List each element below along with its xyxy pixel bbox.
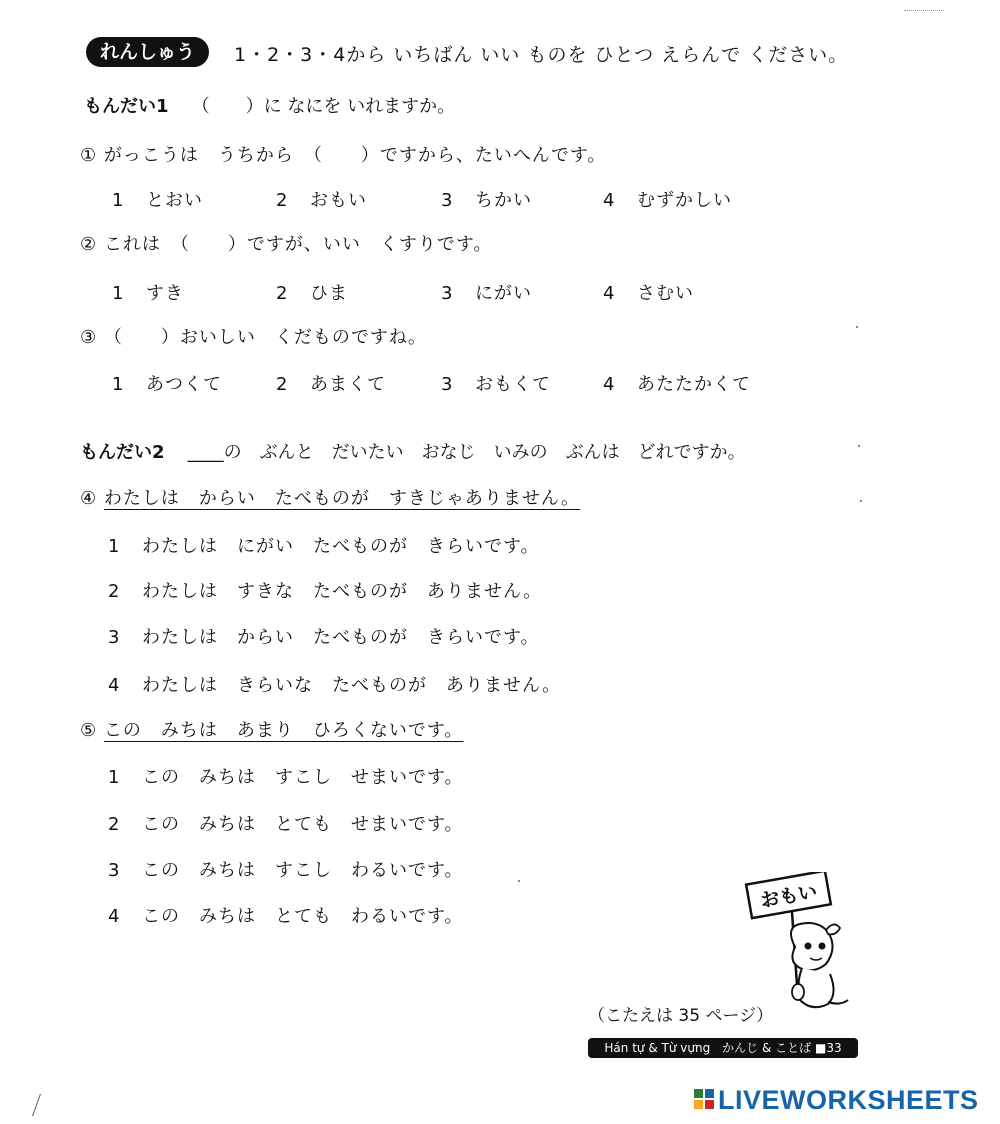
option-q1-3[interactable] bbox=[441, 186, 532, 212]
option-text: ひま bbox=[310, 283, 348, 304]
option-number: 3 bbox=[441, 374, 454, 395]
option-number: 1 bbox=[112, 190, 125, 211]
option-text: むずかしい bbox=[637, 190, 732, 211]
option-q5-1[interactable] bbox=[108, 763, 464, 789]
underlined-sentence: この みちは あまり ひろくないです。 bbox=[103, 720, 464, 741]
question-text: がっこうは うちから （ ）ですから、たいへんです。 bbox=[103, 145, 607, 166]
scan-speck bbox=[518, 880, 520, 882]
option-text: この みちは とても せまいです。 bbox=[142, 814, 464, 835]
option-q2-2[interactable] bbox=[276, 279, 348, 305]
option-text: この みちは すこし わるいです。 bbox=[142, 860, 464, 881]
liveworksheets-logo-icon bbox=[694, 1089, 714, 1109]
option-text: さむい bbox=[637, 283, 694, 304]
mondai1-prompt: （ ）に なにを いれますか。 bbox=[191, 96, 456, 117]
option-q4-4[interactable] bbox=[108, 671, 561, 697]
option-text: おもい bbox=[310, 190, 367, 211]
mondai1-heading bbox=[84, 92, 455, 118]
option-q5-4[interactable] bbox=[108, 902, 464, 928]
question-5 bbox=[80, 716, 463, 742]
mondai1-title: もんだい1 bbox=[84, 96, 169, 117]
scan-speck bbox=[860, 500, 862, 502]
option-number: 2 bbox=[276, 190, 289, 211]
option-text: あつくて bbox=[146, 374, 222, 395]
mondai2-heading bbox=[80, 438, 746, 464]
option-text: ちかい bbox=[475, 190, 532, 211]
option-q1-1[interactable] bbox=[112, 186, 203, 212]
footer-bar: Hán tự & Từ vựng かんじ & ことば ■33 bbox=[588, 1038, 858, 1058]
mondai2-prompt: ____の ぶんと だいたい おなじ いみの ぶんは どれですか。 bbox=[187, 442, 746, 463]
option-q2-1[interactable] bbox=[112, 279, 184, 305]
option-q3-2[interactable] bbox=[276, 370, 386, 396]
option-number: 2 bbox=[108, 814, 121, 835]
renshuu-badge: れんしゅう bbox=[86, 37, 209, 67]
option-text: わたしは すきな たべものが ありません。 bbox=[142, 581, 543, 602]
sign-text: おもい bbox=[758, 880, 819, 913]
option-q3-4[interactable] bbox=[603, 370, 751, 396]
scan-speck bbox=[858, 445, 860, 447]
option-text: この みちは すこし せまいです。 bbox=[142, 767, 464, 788]
question-number: ⑤ bbox=[80, 720, 98, 741]
option-q5-2[interactable] bbox=[108, 810, 464, 836]
instruction-text: 1・2・3・4から いちばん いい ものを ひとつ えらんで ください。 bbox=[234, 44, 849, 66]
option-number: 1 bbox=[112, 283, 125, 304]
question-number: ① bbox=[80, 145, 98, 166]
question-2 bbox=[80, 230, 492, 256]
option-q3-3[interactable] bbox=[441, 370, 551, 396]
option-number: 4 bbox=[603, 190, 616, 211]
question-text: （ ）おいしい くだものですね。 bbox=[103, 327, 427, 348]
option-number: 4 bbox=[108, 906, 121, 927]
option-q5-3[interactable] bbox=[108, 856, 464, 882]
question-text: これは （ ）ですが、いい くすりです。 bbox=[103, 234, 493, 255]
mondai2-title: もんだい2 bbox=[80, 442, 165, 463]
option-number: 4 bbox=[603, 283, 616, 304]
underlined-sentence: わたしは からい たべものが すきじゃありません。 bbox=[103, 488, 580, 509]
scan-mark bbox=[32, 1094, 51, 1116]
option-number: 3 bbox=[108, 860, 121, 881]
option-number: 1 bbox=[108, 767, 121, 788]
option-q4-2[interactable] bbox=[108, 577, 542, 603]
question-number: ③ bbox=[80, 327, 98, 348]
option-number: 2 bbox=[276, 283, 289, 304]
option-text: わたしは からい たべものが きらいです。 bbox=[142, 627, 540, 648]
option-text: とおい bbox=[146, 190, 203, 211]
option-text: あまくて bbox=[310, 374, 386, 395]
option-q1-2[interactable] bbox=[276, 186, 367, 212]
option-number: 3 bbox=[108, 627, 121, 648]
question-1 bbox=[80, 141, 606, 167]
option-text: わたしは にがい たべものが きらいです。 bbox=[142, 536, 540, 557]
question-4 bbox=[80, 484, 580, 510]
option-q4-3[interactable] bbox=[108, 623, 540, 649]
question-number: ④ bbox=[80, 488, 98, 509]
option-text: わたしは きらいな たべものが ありません。 bbox=[142, 675, 562, 696]
answer-page-note: （こたえは 35 ページ） bbox=[588, 1006, 774, 1026]
option-text: おもくて bbox=[475, 374, 551, 395]
option-number: 2 bbox=[108, 581, 121, 602]
option-number: 3 bbox=[441, 190, 454, 211]
option-q2-4[interactable] bbox=[603, 279, 694, 305]
option-q4-1[interactable] bbox=[108, 532, 540, 558]
option-number: 3 bbox=[441, 283, 454, 304]
scan-speck bbox=[856, 326, 858, 328]
option-q3-1[interactable] bbox=[112, 370, 222, 396]
option-text: あたたかくて bbox=[637, 374, 751, 395]
question-number: ② bbox=[80, 234, 98, 255]
option-q1-4[interactable] bbox=[603, 186, 732, 212]
question-3 bbox=[80, 323, 427, 349]
option-number: 4 bbox=[108, 675, 121, 696]
scan-mark bbox=[904, 2, 944, 11]
option-number: 4 bbox=[603, 374, 616, 395]
option-text: この みちは とても わるいです。 bbox=[142, 906, 464, 927]
option-number: 1 bbox=[108, 536, 121, 557]
option-q2-3[interactable] bbox=[441, 279, 532, 305]
liveworksheets-brand[interactable]: LIVEWORKSHEETS bbox=[718, 1085, 979, 1115]
option-number: 1 bbox=[112, 374, 125, 395]
option-number: 2 bbox=[276, 374, 289, 395]
option-text: すき bbox=[146, 283, 184, 304]
mascot-illustration bbox=[740, 872, 860, 1022]
option-text: にがい bbox=[475, 283, 532, 304]
